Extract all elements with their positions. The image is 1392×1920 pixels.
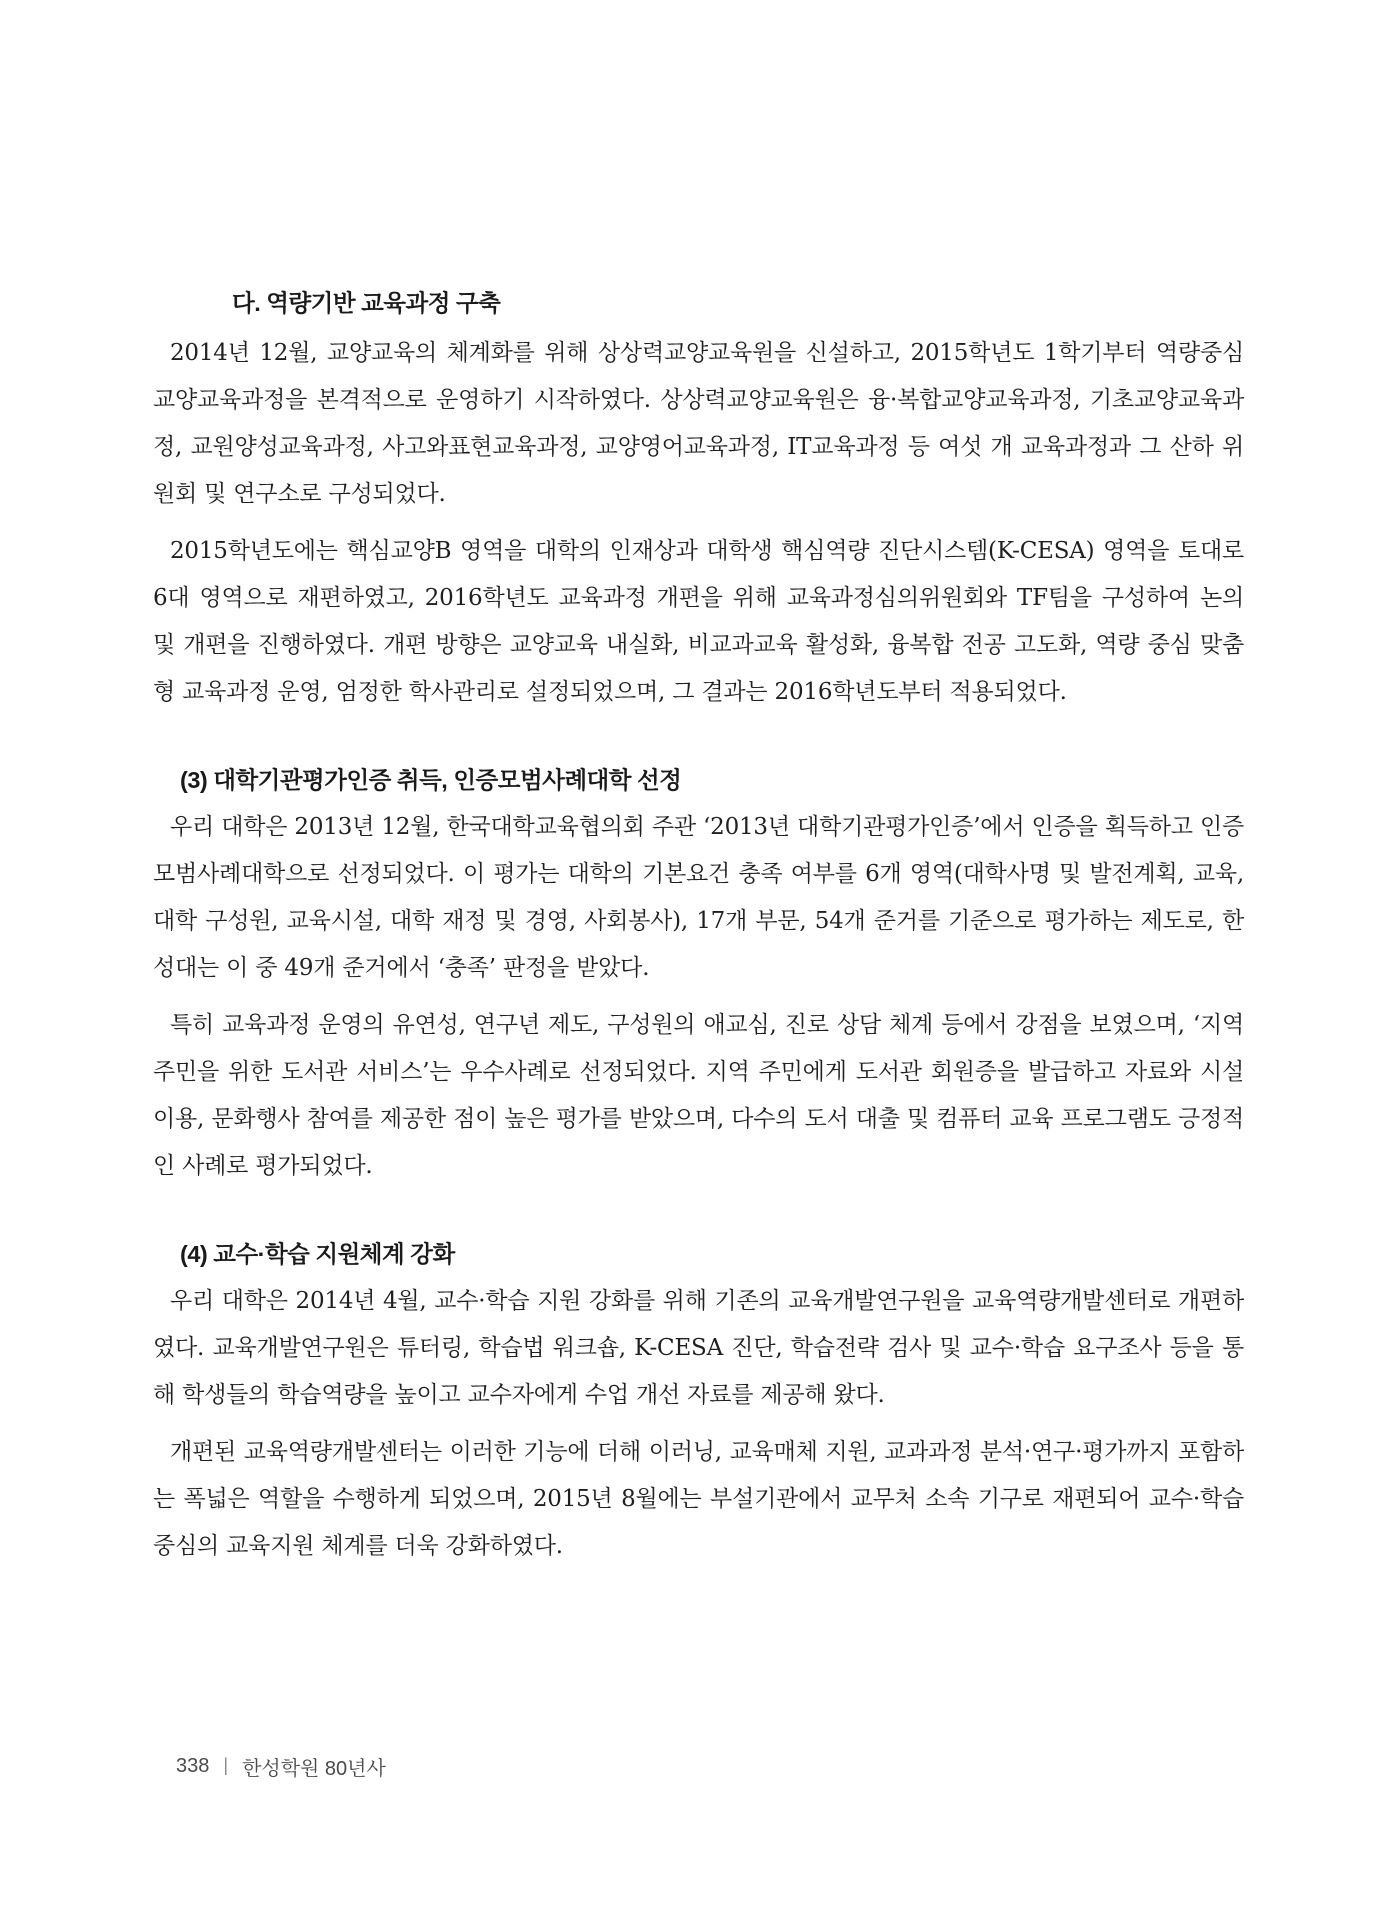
footer-separator: | [223,1755,229,1775]
section-heading-4: (4) 교수·학습 지원체계 강화 [180,1241,455,1267]
paragraph-4: 특히 교육과정 운영의 유연성, 연구년 제도, 구성원의 애교심, 진로 상담 체계 등에서 강점을 보였으며, ‘지역주민을 위한 도서관 서비스’는 우수사례로 선정되었다. 지역 주민에게 도서관 회원증을 발급하고 자료와 시설 이용, 문화행사 참여를 제공한 점이 높은 평가를 받았으며, 다수의 도서 대출 및 컴퓨터 교육 프로그램도 긍정적인 사례로 평가되었다. [153,1012,1244,1179]
page-number: 338 [176,1755,210,1777]
section-heading-3: (3) 대학기관평가인증 취득, 인증모범사례대학 선정 [180,767,682,793]
page-content [153,0,1244,1570]
paragraph-1: 2014년 12월, 교양교육의 체계화를 위해 상상력교양교육원을 신설하고, 2015학년도 1학기부터 역량중심 교양교육과정을 본격적으로 운영하기 시작하였다. 상상력교양교육원은 융·복합교양교육과정, 기초교양교육과정, 교원양성교육과정, 사고와표현교육과정, 교양영어교육과정, IT교육과정 등 여섯 개 교육과정과 그 산하 위원회 및 연구소로 구성되었다. [153,340,1244,507]
paragraph-2: 2015학년도에는 핵심교양B 영역을 대학의 인재상과 대학생 핵심역량 진단시스템(K-CESA) 영역을 토대로 6대 영역으로 재편하였고, 2016학년도 교육과정 개편을 위해 교육과정심의위원회와 TF팀을 구성하여 논의 및 개편을 진행하였다. 개편 방향은 교양교육 내실화, 비교과교육 활성화, 융복합 전공 고도화, 역량 중심 맞춤형 교육과정 운영, 엄정한 학사관리로 설정되었으며, 그 결과는 2016학년도부터 적용되었다. [153,538,1244,705]
section-heading-da: 다. 역량기반 교육과정 구축 [232,290,501,316]
paragraph-6: 개편된 교육역량개발센터는 이러한 기능에 더해 이러닝, 교육매체 지원, 교과과정 분석·연구·평가까지 포함하는 폭넓은 역할을 수행하게 되었으며, 2015년 8월에는 부설기관에서 교무처 소속 기구로 재편되어 교수·학습 중심의 교육지원 체계를 더욱 강화하였다. [153,1439,1244,1559]
book-title: 한성학원 80년사 [242,1758,386,1780]
paragraph-5: 우리 대학은 2014년 4월, 교수·학습 지원 강화를 위해 기존의 교육개발연구원을 교육역량개발센터로 개편하였다. 교육개발연구원은 튜터링, 학습법 워크숍, K-CESA 진단, 학습전략 검사 및 교수·학습 요구조사 등을 통해 학생들의 학습역량을 높이고 교수자에게 수업 개선 자료를 제공해 왔다. [153,1288,1244,1408]
paragraph-3: 우리 대학은 2013년 12월, 한국대학교육협의회 주관 ‘2013년 대학기관평가인증’에서 인증을 획득하고 인증모범사례대학으로 선정되었다. 이 평가는 대학의 기본요건 충족 여부를 6개 영역(대학사명 및 발전계획, 교육, 대학 구성원, 교육시설, 대학 재정 및 경영, 사회봉사), 17개 부문, 54개 준거를 기준으로 평가하는 제도로, 한성대는 이 중 49개 준거에서 ‘충족’ 판정을 받았다. [153,814,1244,981]
page-footer [176,1752,386,1781]
